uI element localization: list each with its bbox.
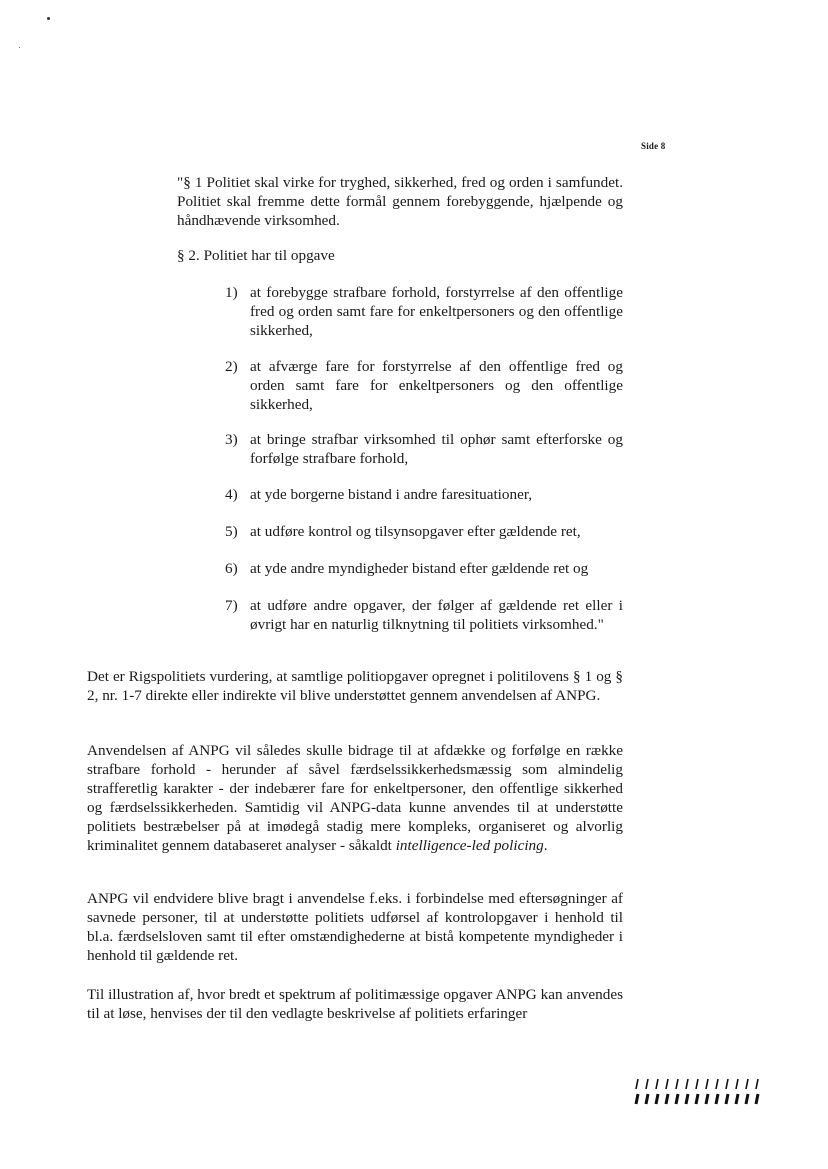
list-item-text: at udføre andre opgaver, der følger af gældende ret eller i øvrigt har en naturlig tilknytning til politiets virksomhed." bbox=[250, 597, 623, 633]
list-item-text: at udføre kontrol og tilsynsopgaver efter gældende ret, bbox=[250, 523, 581, 540]
list-item bbox=[225, 283, 623, 340]
list-item-number: 1) bbox=[225, 284, 238, 301]
list-item bbox=[225, 559, 623, 578]
list-item-number: 4) bbox=[225, 486, 238, 503]
list-item bbox=[225, 430, 623, 468]
list-item-text: at yde borgerne bistand i andre faresituationer, bbox=[250, 486, 533, 503]
quote-paragraph-1: "§ 1 Politiet skal virke for tryghed, sikkerhed, fred og orden i samfundet. Politiet skal fremme dette formål gennem forebyggende, hjælpende og håndhævende virksomhed. bbox=[177, 174, 623, 229]
barcode-graphic bbox=[633, 1093, 765, 1105]
body-paragraph-2-italic-term: intelligence-led policing bbox=[395, 837, 544, 854]
body-paragraph-3: ANPG vil endvidere blive bragt i anvendelse f.eks. i forbindelse med eftersøgninger af savnede personer, til at understøtte politiets udførsel af kontrolopgaver i henhold til bl.a. færdselsloven samt til efter omstændighederne at bistå kompetente myndigheder i henhold til gældende ret. bbox=[87, 890, 623, 964]
body-paragraph-2 bbox=[87, 741, 623, 855]
list-item-text: at yde andre myndigheder bistand efter gældende ret og bbox=[250, 560, 589, 577]
list-item-number: 2) bbox=[225, 358, 238, 375]
scan-speck bbox=[47, 17, 50, 20]
barcode-graphic bbox=[633, 1078, 765, 1090]
list-item-number: 3) bbox=[225, 431, 238, 448]
list-item bbox=[225, 357, 623, 414]
quote-paragraph-2: § 2. Politiet har til opgave bbox=[177, 247, 335, 264]
list-item-number: 6) bbox=[225, 560, 238, 577]
scan-speck bbox=[19, 47, 20, 48]
list-item-number: 5) bbox=[225, 523, 238, 540]
list-item bbox=[225, 522, 623, 541]
list-item-text: at bringe strafbar virksomhed til ophør samt efterforske og forfølge strafbare forhold, bbox=[250, 431, 623, 467]
scan-barcode-bottom bbox=[633, 1092, 765, 1104]
list-item-text: at afværge fare for forstyrrelse af den offentlige fred og orden samt fare for enkeltpersoners og den offentlige sikkerhed, bbox=[250, 358, 623, 413]
scan-barcode-top bbox=[633, 1077, 765, 1089]
list-item bbox=[225, 596, 623, 634]
body-paragraph-2-end: . bbox=[543, 837, 548, 854]
body-paragraph-4: Til illustration af, hvor bredt et spektrum af politimæssige opgaver ANPG kan anvendes til at løse, henvises der til den vedlagte beskrivelse af politiets erfaringer bbox=[87, 986, 623, 1022]
page-number: Side 8 bbox=[641, 141, 666, 151]
body-paragraph-2-text: Anvendelsen af ANPG vil således skulle bidrage til at afdække og forfølge en række strafbare forhold - herunder af såvel færdselssikkerhedsmæssig som almindelig strafferetlig karakter - der indebærer fare for enkeltpersoner, den offentlige sikkerhed og færdselssikkerheden. Samtidig vil ANPG-data kunne anvendes til at understøtte politiets bestræbelser på at imødegå stadig mere kompleks, organiseret og alvorlig kriminalitet gennem databaseret analyser - såkaldt bbox=[87, 742, 623, 854]
list-item-number: 7) bbox=[225, 597, 238, 614]
list-item bbox=[225, 485, 623, 504]
list-item-text: at forebygge strafbare forhold, forstyrrelse af den offentlige fred og orden samt fare for enkeltpersoners og den offentlige sikkerhed, bbox=[250, 284, 623, 339]
body-paragraph-1: Det er Rigspolitiets vurdering, at samtlige politiopgaver opregnet i politilovens § 1 og § 2, nr. 1-7 direkte eller indirekte vil blive understøttet gennem anvendelsen af ANPG. bbox=[87, 668, 623, 704]
